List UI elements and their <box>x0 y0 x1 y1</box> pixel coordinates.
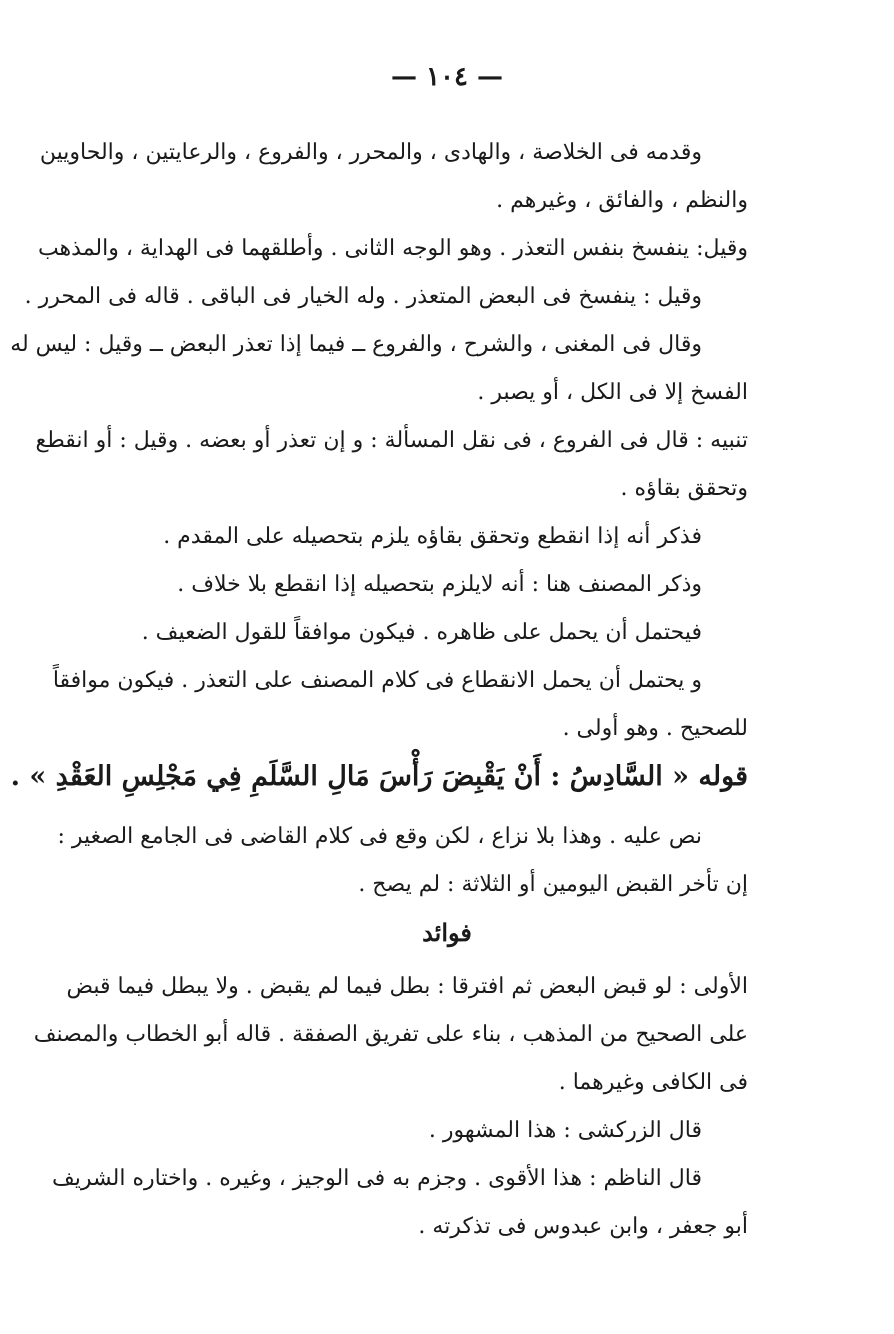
text-line-3: وقيل: ينفسخ بنفس التعذر . وهو الوجه الثانى . وأطلقهما فى الهداية ، والمذهب <box>37 236 748 261</box>
text-line-5: وقال فى المغنى ، والشرح ، والفروع ــ فيما إذا تعذر البعض ــ وقيل : ليس له <box>10 332 702 357</box>
text-line-20: فى الكافى وغيرهما . <box>558 1070 748 1095</box>
text-line-18: الأولى : لو قبض البعض ثم افترقا : بطل فيما لم يقبض . ولا يبطل فيما قبض <box>66 974 748 999</box>
text-line-4: وقيل : ينفسخ فى البعض المتعذر . وله الخيار فى الباقى . قاله فى المحرر . <box>24 284 702 309</box>
quoted-heading: قوله « السَّادِسُ : أَنْ يَقْبِضَ رَأْسَ مَالِ السَّلَمِ فِي مَجْلِسِ العَقْدِ » . <box>10 761 748 792</box>
text-line-13: للصحيح . وهو أولى . <box>562 716 748 741</box>
text-line-9: فذكر أنه إذا انقطع وتحقق بقاؤه يلزم بتحصيله على المقدم . <box>163 524 702 549</box>
text-line-11: فيحتمل أن يحمل على ظاهره . فيكون موافقاً للقول الضعيف . <box>141 620 702 645</box>
page-number: — ١٠٤ — <box>390 62 504 92</box>
text-line-2: والنظم ، والفائق ، وغيرهم . <box>496 188 748 213</box>
text-line-21: قال الزركشى : هذا المشهور . <box>428 1118 702 1143</box>
text-line-10: وذكر المصنف هنا : أنه لايلزم بتحصيله إذا انقطع بلا خلاف . <box>177 572 702 597</box>
text-line-23: أبو جعفر ، وابن عبدوس فى تذكرته . <box>418 1214 748 1239</box>
text-line-7: تنبيه : قال فى الفروع ، فى نقل المسألة : و إن تعذر أو بعضه . وقيل : أو انقطع <box>35 428 748 453</box>
text-line-12: و يحتمل أن يحمل الانقطاع فى كلام المصنف على التعذر . فيكون موافقاً <box>52 668 702 693</box>
text-line-8: وتحقق بقاؤه . <box>620 476 748 501</box>
section-title: فوائد <box>422 918 472 947</box>
text-line-6: الفسخ إلا فى الكل ، أو يصبر . <box>477 380 748 405</box>
text-line-22: قال الناظم : هذا الأقوى . وجزم به فى الوجيز ، وغيره . واختاره الشريف <box>52 1166 702 1191</box>
text-line-1: وقدمه فى الخلاصة ، والهادى ، والمحرر ، والفروع ، والرعايتين ، والحاويين <box>39 140 702 165</box>
text-line-19: على الصحيح من المذهب ، بناء على تفريق الصفقة . قاله أبو الخطاب والمصنف <box>33 1022 748 1047</box>
text-line-16: إن تأخر القبض اليومين أو الثلاثة : لم يصح . <box>358 872 748 897</box>
text-line-15: نص عليه . وهذا بلا نزاع ، لكن وقع فى كلام القاضى فى الجامع الصغير : <box>57 824 702 849</box>
